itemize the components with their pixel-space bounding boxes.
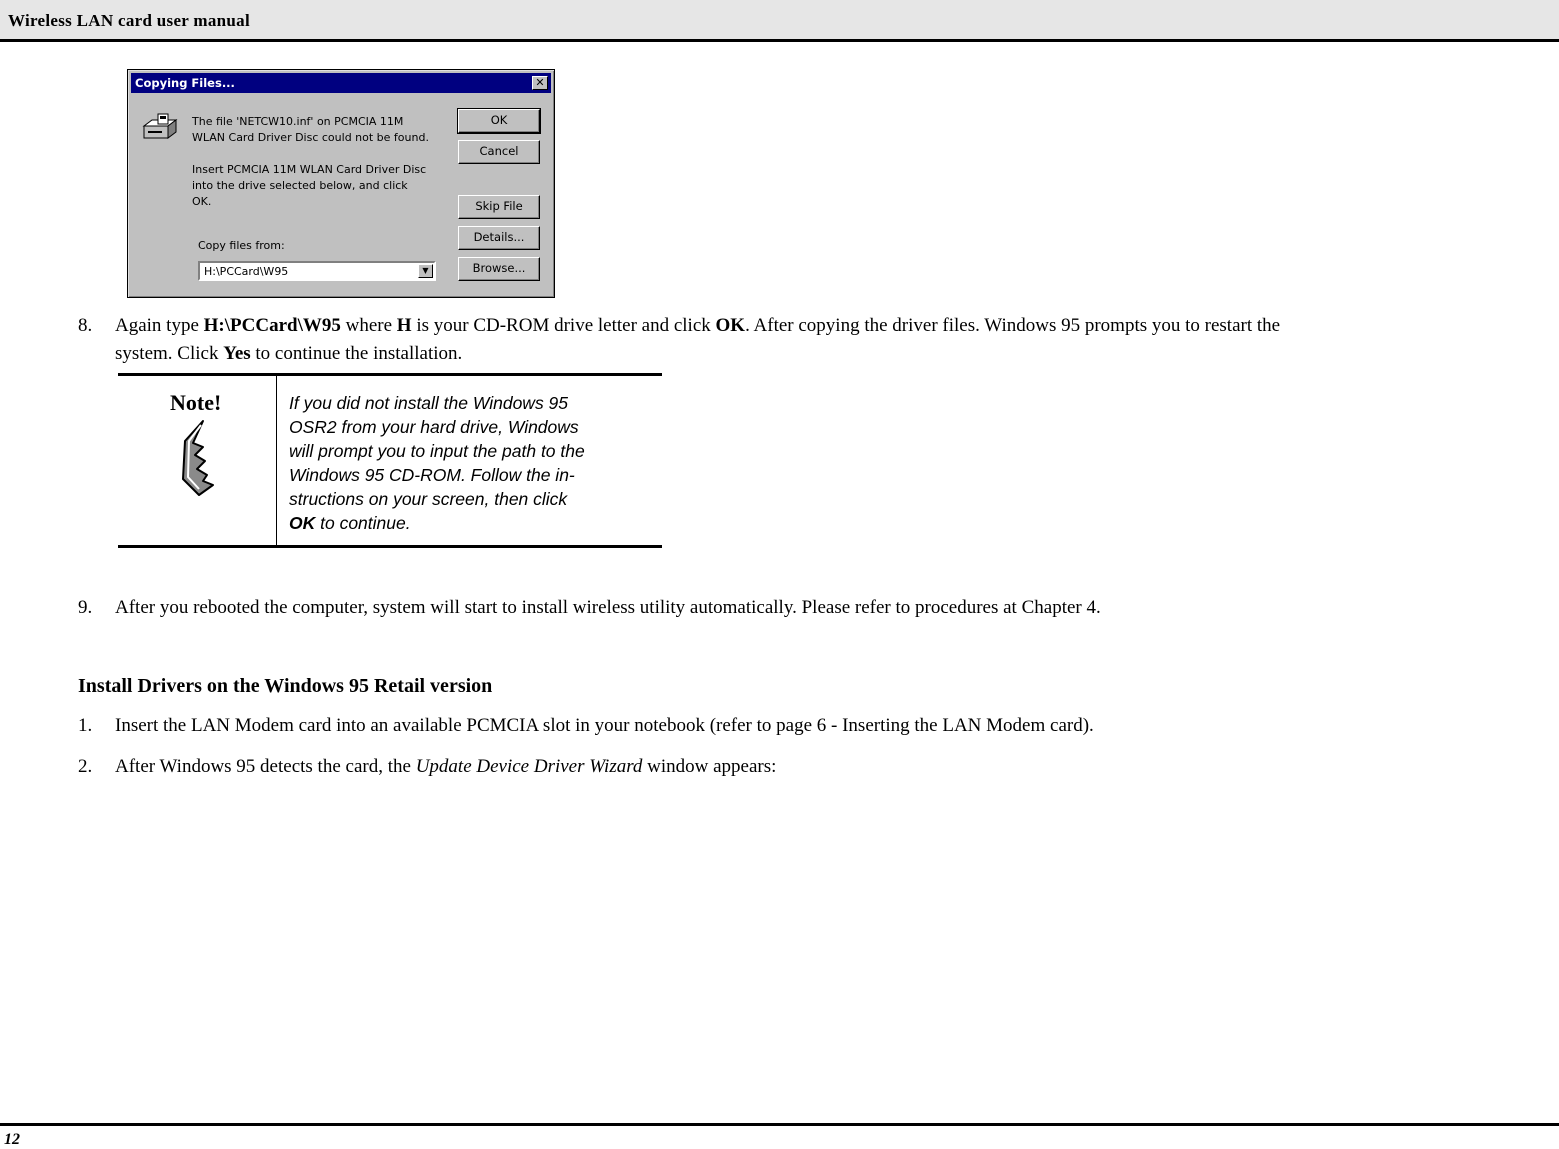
dropdown-arrow-icon[interactable]: ▼	[418, 264, 433, 278]
step-9-text: After you rebooted the computer, system will start to install wireless utility automatically. Please refer to procedures at Chapter 4.	[115, 597, 1101, 618]
dialog-title: Copying Files...	[135, 76, 235, 90]
note-line-5: structions on your screen, then click	[289, 489, 568, 509]
note-divider	[276, 376, 277, 545]
browse-button[interactable]: Browse...	[458, 257, 540, 281]
note-line-4: Windows 95 CD-ROM. Follow the in-	[289, 465, 575, 485]
note-line-2: OSR2 from your hard drive, Windows	[289, 417, 579, 437]
ok-button[interactable]: OK	[458, 109, 540, 133]
step-8	[78, 312, 1548, 368]
install-step-1-text: Insert the LAN Modem card into an available PCMCIA slot in your notebook (refer to page 6 - Inserting the LAN Modem card).	[115, 715, 1094, 736]
step-8-line-1: Again type H:\PCCard\W95 where H is your CD-ROM drive letter and click OK. After copying the driver files. Windows 95 prompts you to restart the	[115, 315, 1281, 336]
copy-files-from-label: Copy files from:	[198, 239, 285, 252]
install-step-1	[78, 712, 1548, 740]
dialog-message	[192, 114, 442, 226]
note-line-3: will prompt you to input the path to the	[289, 441, 585, 461]
note-line-6: OK to continue.	[289, 513, 411, 533]
note-text	[289, 391, 649, 535]
step-9	[78, 594, 1548, 622]
note-label: Note!	[170, 390, 222, 415]
section-heading: Install Drivers on the Windows 95 Retail version	[78, 675, 493, 697]
step-8-line-2: system. Click Yes to continue the installation.	[115, 343, 463, 364]
page-number: 12	[4, 1131, 20, 1148]
cancel-button[interactable]: Cancel	[458, 140, 540, 164]
copy-files-from-select[interactable]	[198, 261, 436, 281]
dialog-message-2: Insert PCMCIA 11M WLAN Card Driver Disc into the drive selected below, and click OK.	[192, 163, 427, 208]
step-9-number: 9.	[78, 597, 93, 618]
dialog-titlebar	[131, 73, 551, 93]
step-8-number: 8.	[78, 315, 93, 336]
close-button[interactable]: ✕	[532, 76, 548, 90]
copy-files-from-value: H:\PCCard\W95	[204, 265, 289, 278]
note-table	[118, 373, 662, 548]
disk-drive-icon	[142, 112, 178, 144]
install-step-2	[78, 753, 1548, 781]
pointing-hand-icon	[173, 419, 223, 499]
install-step-1-number: 1.	[78, 715, 93, 736]
install-step-2-number: 2.	[78, 756, 93, 777]
page-footer	[0, 1123, 1559, 1148]
dialog-message-1: The file 'NETCW10.inf' on PCMCIA 11M WLAN Card Driver Disc could not be found.	[192, 115, 429, 144]
note-line-1: If you did not install the Windows 95	[289, 393, 569, 413]
page-header	[0, 0, 1559, 42]
page-header-title: Wireless LAN card user manual	[8, 11, 250, 30]
install-step-2-text: After Windows 95 detects the card, the Update Device Driver Wizard window appears:	[115, 756, 777, 777]
details-button[interactable]: Details...	[458, 226, 540, 250]
copying-files-dialog	[127, 69, 555, 298]
skip-file-button[interactable]: Skip File	[458, 195, 540, 219]
